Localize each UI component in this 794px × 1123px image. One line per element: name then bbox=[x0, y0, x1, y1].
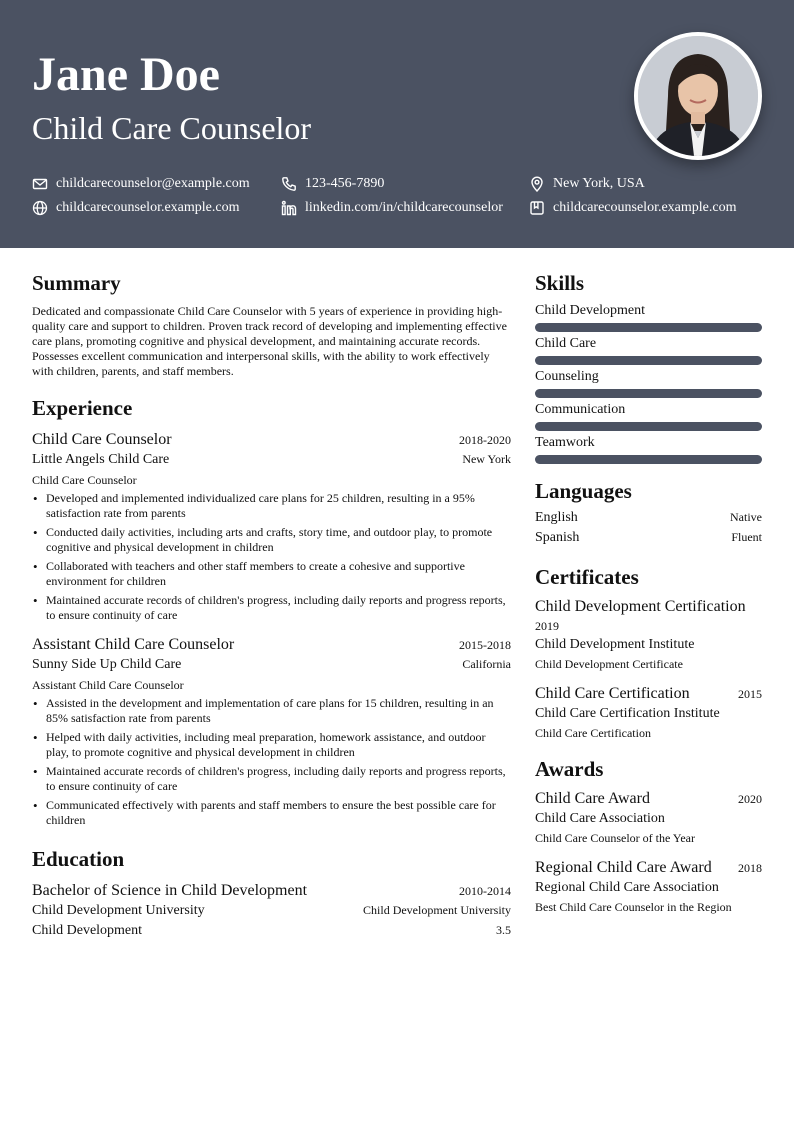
education-field: Child Development bbox=[32, 923, 143, 938]
job-company: Little Angels Child Care bbox=[32, 452, 170, 467]
education-school: Child Development University bbox=[32, 903, 205, 918]
language-item bbox=[535, 508, 762, 528]
contact-location bbox=[529, 175, 645, 193]
bullet-item: • Assisted in the development and implementation of care plans for 15 children, resulting in an 85% satisfaction rate from parents bbox=[32, 696, 511, 726]
candidate-name: Jane Doe bbox=[32, 48, 220, 101]
skills-list bbox=[535, 302, 762, 464]
job-location: New York bbox=[462, 452, 511, 466]
certificate-entry bbox=[535, 683, 762, 742]
certificate-name: Child Care Certification bbox=[535, 685, 690, 702]
language-name: English bbox=[535, 510, 578, 525]
job-role: Child Care Counselor bbox=[32, 431, 172, 448]
bullet-item: • Developed and implemented individualized care plans for 25 children, resulting in a 95% satisfaction rate from parents bbox=[32, 491, 511, 521]
contact-email[interactable] bbox=[32, 175, 250, 193]
certificate-name: Child Development Certification bbox=[535, 598, 746, 615]
skill-item bbox=[535, 368, 762, 398]
contact-location-text: New York, USA bbox=[553, 176, 645, 191]
education-degree: Bachelor of Science in Child Development bbox=[32, 882, 308, 899]
skill-bar bbox=[535, 389, 762, 398]
job-subtitle: Child Care Counselor bbox=[32, 473, 137, 487]
award-name: Regional Child Care Award bbox=[535, 859, 712, 876]
job-dates: 2015-2018 bbox=[459, 638, 511, 652]
contact-phone-text: 123-456-7890 bbox=[305, 176, 385, 191]
awards-heading: Awards bbox=[535, 757, 604, 781]
contact-website-text: childcarecounselor.example.com bbox=[56, 200, 240, 215]
job-entry bbox=[32, 634, 511, 828]
bullet-item: • Maintained accurate records of children's progress, including daily reports and progress reports, to ensure continuity of care bbox=[32, 764, 511, 794]
contact-portfolio[interactable] bbox=[529, 199, 736, 217]
contact-linkedin-text: linkedin.com/in/childcarecounselor bbox=[305, 200, 503, 215]
award-entry bbox=[535, 857, 762, 916]
job-bullets bbox=[32, 696, 511, 828]
job-dates: 2018-2020 bbox=[459, 433, 511, 447]
award-name: Child Care Award bbox=[535, 790, 650, 807]
job-location: California bbox=[462, 657, 511, 671]
job-company: Sunny Side Up Child Care bbox=[32, 657, 182, 672]
certificate-date: 2019 bbox=[535, 619, 559, 633]
education-entry bbox=[32, 880, 511, 941]
certificate-date: 2015 bbox=[738, 687, 762, 701]
education-dates: 2010-2014 bbox=[459, 884, 511, 898]
skill-name: Teamwork bbox=[535, 435, 595, 450]
award-date: 2018 bbox=[738, 861, 762, 875]
experience-heading: Experience bbox=[32, 396, 133, 420]
language-level: Native bbox=[730, 510, 762, 524]
contact-portfolio-text: childcarecounselor.example.com bbox=[553, 200, 737, 215]
contact-linkedin[interactable] bbox=[281, 199, 503, 217]
skills-heading: Skills bbox=[535, 271, 585, 295]
globe-icon bbox=[32, 200, 48, 216]
skill-item bbox=[535, 434, 762, 464]
candidate-title: Child Care Counselor bbox=[32, 110, 312, 146]
header bbox=[0, 0, 794, 248]
award-entry bbox=[535, 788, 762, 847]
bullet-item: • Maintained accurate records of children's progress, including daily reports and progress reports, to ensure continuity of care bbox=[32, 593, 511, 623]
job-bullets bbox=[32, 491, 511, 623]
summary-text: Dedicated and compassionate Child Care Counselor with 5 years of experience in providing high-quality care and support to children. Proven track record of developing and implementing effective care plans, promoting cognitive and physical development, and maintaining accurate records. Possesses excellent communication and interpersonal skills, with the ability to work effectively with children, parents, and staff members. bbox=[32, 304, 507, 378]
contact-phone[interactable] bbox=[281, 175, 384, 193]
certificate-issuer: Child Development Institute bbox=[535, 637, 695, 652]
certificate-issuer: Child Care Certification Institute bbox=[535, 706, 720, 721]
skill-name: Child Care bbox=[535, 336, 597, 351]
skill-bar bbox=[535, 422, 762, 431]
certificate-desc: Child Development Certificate bbox=[535, 657, 683, 671]
education-heading: Education bbox=[32, 847, 125, 871]
phone-icon bbox=[281, 176, 297, 192]
linkedin-icon bbox=[281, 200, 297, 216]
languages-list bbox=[535, 508, 762, 548]
language-item bbox=[535, 528, 762, 548]
bookmark-icon bbox=[529, 200, 545, 216]
award-issuer: Regional Child Care Association bbox=[535, 880, 719, 895]
job-entry bbox=[32, 429, 511, 623]
skill-bar bbox=[535, 323, 762, 332]
education-school-right: Child Development University bbox=[363, 903, 511, 917]
certificates-heading: Certificates bbox=[535, 565, 639, 589]
summary-heading: Summary bbox=[32, 271, 121, 295]
award-desc: Best Child Care Counselor in the Region bbox=[535, 900, 732, 914]
certificate-desc: Child Care Certification bbox=[535, 726, 651, 740]
award-date: 2020 bbox=[738, 792, 762, 806]
job-role: Assistant Child Care Counselor bbox=[32, 636, 235, 653]
bullet-item: • Communicated effectively with parents and staff members to ensure the best possible care for children bbox=[32, 798, 511, 828]
award-desc: Child Care Counselor of the Year bbox=[535, 831, 695, 845]
education-gpa: 3.5 bbox=[496, 923, 511, 937]
skill-item bbox=[535, 302, 762, 332]
bullet-item: • Collaborated with teachers and other staff members to create a cohesive and supportive environment for children bbox=[32, 559, 511, 589]
skill-name: Child Development bbox=[535, 303, 646, 318]
skill-bar bbox=[535, 356, 762, 365]
profile-photo bbox=[634, 32, 762, 160]
languages-heading: Languages bbox=[535, 479, 632, 503]
skill-item bbox=[535, 335, 762, 365]
skill-item bbox=[535, 401, 762, 431]
contact-website[interactable] bbox=[32, 199, 239, 217]
right-column bbox=[535, 270, 762, 916]
envelope-icon bbox=[32, 176, 48, 192]
language-level: Fluent bbox=[731, 530, 762, 544]
bullet-item: • Helped with daily activities, including meal preparation, homework assistance, and outdoor play, to promote cognitive and physical development in children bbox=[32, 730, 511, 760]
bullet-item: • Conducted daily activities, including arts and crafts, story time, and outdoor play, to promote cognitive and physical development in children bbox=[32, 525, 511, 555]
contact-email-text: childcarecounselor@example.com bbox=[56, 176, 250, 191]
left-column bbox=[32, 270, 511, 941]
skill-bar bbox=[535, 455, 762, 464]
language-name: Spanish bbox=[535, 530, 580, 545]
skill-name: Communication bbox=[535, 402, 626, 417]
map-pin-icon bbox=[529, 176, 545, 192]
award-issuer: Child Care Association bbox=[535, 811, 665, 826]
skill-name: Counseling bbox=[535, 369, 599, 384]
job-subtitle: Assistant Child Care Counselor bbox=[32, 678, 184, 692]
certificate-entry bbox=[535, 596, 762, 673]
